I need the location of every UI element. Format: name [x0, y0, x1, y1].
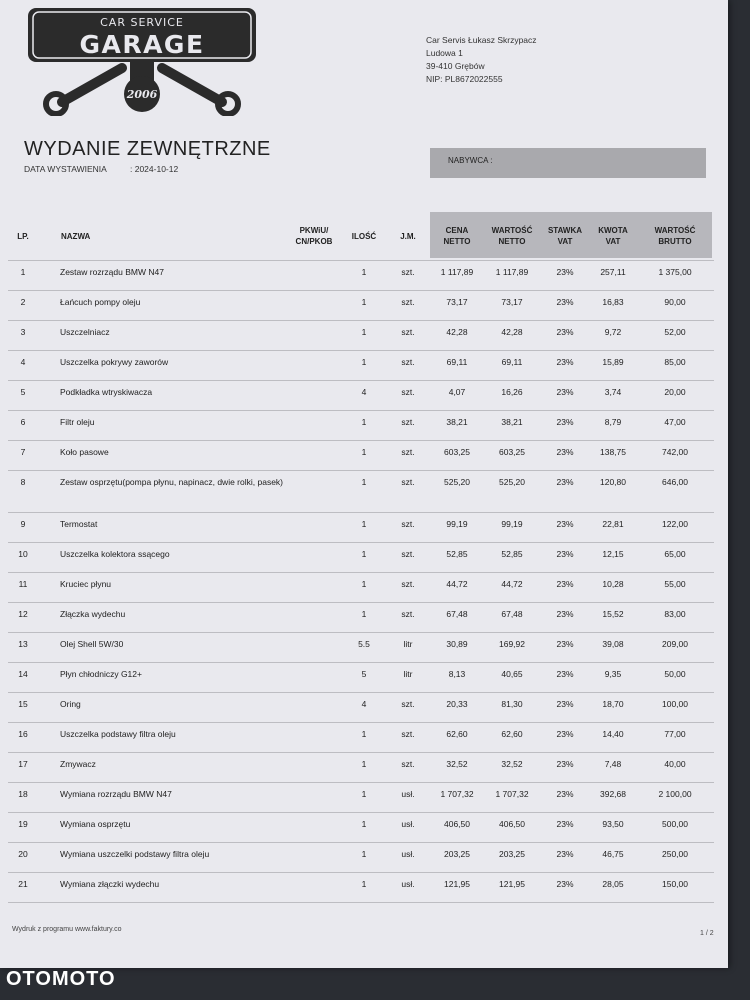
cell-rate: 23% — [540, 513, 590, 543]
cell-qty: 5.5 — [342, 633, 386, 663]
table-row — [8, 663, 714, 693]
cell-pkwiu — [286, 441, 342, 471]
cell-lp: 4 — [8, 351, 38, 381]
cell-lp: 2 — [8, 291, 38, 321]
cell-qty: 4 — [342, 693, 386, 723]
col-rate: STAWKA VAT — [547, 226, 583, 246]
company-nip: NIP: PL8672022555 — [426, 74, 503, 84]
cell-vat: 28,05 — [590, 873, 636, 903]
cell-net: 603,25 — [484, 441, 540, 471]
cell-unit: litr — [386, 663, 430, 693]
cell-vat: 10,28 — [590, 573, 636, 603]
cell-price: 73,17 — [430, 291, 484, 321]
cell-rate: 23% — [540, 543, 590, 573]
col-unit: J.M. — [400, 231, 416, 241]
table-row — [8, 693, 714, 723]
cell-rate: 23% — [540, 441, 590, 471]
cell-lp: 17 — [8, 753, 38, 783]
cell-name: Wymiana rozrządu BMW N47 — [38, 783, 286, 813]
cell-lp: 16 — [8, 723, 38, 753]
cell-name: Płyn chłodniczy G12+ — [38, 663, 286, 693]
cell-net: 16,26 — [484, 381, 540, 411]
cell-vat: 46,75 — [590, 843, 636, 873]
cell-rate: 23% — [540, 633, 590, 663]
cell-unit: usł. — [386, 783, 430, 813]
table-row — [8, 543, 714, 573]
table-row — [8, 381, 714, 411]
cell-rate: 23% — [540, 603, 590, 633]
cell-gross: 83,00 — [636, 603, 714, 633]
table-row — [8, 351, 714, 381]
col-gross: WARTOŚĆ BRUTTO — [654, 226, 696, 246]
cell-unit: szt. — [386, 573, 430, 603]
cell-lp: 15 — [8, 693, 38, 723]
cell-rate: 23% — [540, 873, 590, 903]
cell-gross: 65,00 — [636, 543, 714, 573]
cell-vat: 18,70 — [590, 693, 636, 723]
cell-pkwiu — [286, 753, 342, 783]
table-row — [8, 513, 714, 543]
table-row — [8, 813, 714, 843]
footer-program: Wydruk z programu www.faktury.co — [12, 926, 122, 933]
cell-unit: szt. — [386, 261, 430, 291]
cell-price: 20,33 — [430, 693, 484, 723]
cell-gross: 100,00 — [636, 693, 714, 723]
buyer-box — [430, 148, 706, 178]
cell-lp: 19 — [8, 813, 38, 843]
cell-qty: 5 — [342, 663, 386, 693]
cell-net: 42,28 — [484, 321, 540, 351]
cell-unit: szt. — [386, 381, 430, 411]
cell-net: 121,95 — [484, 873, 540, 903]
cell-gross: 20,00 — [636, 381, 714, 411]
cell-rate: 23% — [540, 753, 590, 783]
cell-net: 169,92 — [484, 633, 540, 663]
cell-vat: 9,35 — [590, 663, 636, 693]
cell-name: Podkładka wtryskiwacza — [38, 381, 286, 411]
cell-price: 30,89 — [430, 633, 484, 663]
cell-vat: 392,68 — [590, 783, 636, 813]
cell-name: Kruciec płynu — [38, 573, 286, 603]
cell-price: 1 117,89 — [430, 261, 484, 291]
cell-rate: 23% — [540, 381, 590, 411]
cell-lp: 9 — [8, 513, 38, 543]
cell-gross: 90,00 — [636, 291, 714, 321]
col-pkwiu: PKWiU/ CN/PKOB — [295, 226, 333, 246]
cell-name: Oring — [38, 693, 286, 723]
cell-net: 40,65 — [484, 663, 540, 693]
company-street: Ludowa 1 — [426, 48, 463, 58]
logo-main-text: GARAGE — [79, 30, 205, 59]
cell-rate: 23% — [540, 723, 590, 753]
cell-rate: 23% — [540, 351, 590, 381]
issue-date-value: : 2024-10-12 — [130, 164, 179, 174]
cell-lp: 8 — [8, 471, 38, 513]
otomoto-watermark: OTOMOTO — [6, 968, 116, 990]
col-lp: LP. — [17, 231, 29, 241]
cell-price: 8,13 — [430, 663, 484, 693]
cell-lp: 21 — [8, 873, 38, 903]
cell-vat: 257,11 — [590, 261, 636, 291]
cell-qty: 1 — [342, 471, 386, 513]
cell-qty: 1 — [342, 723, 386, 753]
table-row — [8, 441, 714, 471]
cell-pkwiu — [286, 513, 342, 543]
col-qty: ILOŚĆ — [351, 231, 377, 241]
cell-gross: 85,00 — [636, 351, 714, 381]
cell-unit: szt. — [386, 411, 430, 441]
cell-unit: szt. — [386, 543, 430, 573]
col-price: CENA NETTO — [443, 226, 471, 246]
cell-net: 81,30 — [484, 693, 540, 723]
cell-rate: 23% — [540, 843, 590, 873]
table-row — [8, 261, 714, 291]
cell-pkwiu — [286, 813, 342, 843]
cell-pkwiu — [286, 633, 342, 663]
table-row — [8, 321, 714, 351]
cell-lp: 3 — [8, 321, 38, 351]
cell-name: Filtr oleju — [38, 411, 286, 441]
cell-gross: 52,00 — [636, 321, 714, 351]
cell-vat: 15,89 — [590, 351, 636, 381]
table-row — [8, 471, 714, 513]
cell-price: 52,85 — [430, 543, 484, 573]
cell-qty: 1 — [342, 321, 386, 351]
table-row — [8, 633, 714, 663]
cell-pkwiu — [286, 843, 342, 873]
cell-lp: 6 — [8, 411, 38, 441]
cell-rate: 23% — [540, 813, 590, 843]
cell-name: Łańcuch pompy oleju — [38, 291, 286, 321]
cell-name: Wymiana uszczelki podstawy filtra oleju — [38, 843, 286, 873]
cell-pkwiu — [286, 543, 342, 573]
cell-net: 406,50 — [484, 813, 540, 843]
cell-gross: 150,00 — [636, 873, 714, 903]
cell-gross: 47,00 — [636, 411, 714, 441]
cell-qty: 4 — [342, 381, 386, 411]
cell-gross: 742,00 — [636, 441, 714, 471]
cell-name: Termostat — [38, 513, 286, 543]
table-row — [8, 783, 714, 813]
cell-unit: usł. — [386, 813, 430, 843]
issue-date — [24, 164, 179, 174]
cell-gross: 40,00 — [636, 753, 714, 783]
cell-pkwiu — [286, 321, 342, 351]
cell-unit: szt. — [386, 603, 430, 633]
cell-vat: 138,75 — [590, 441, 636, 471]
cell-rate: 23% — [540, 573, 590, 603]
cell-price: 4,07 — [430, 381, 484, 411]
buyer-label: NABYWCA : — [448, 156, 493, 165]
cell-net: 99,19 — [484, 513, 540, 543]
cell-gross: 1 375,00 — [636, 261, 714, 291]
cell-vat: 16,83 — [590, 291, 636, 321]
cell-lp: 13 — [8, 633, 38, 663]
table-row — [8, 411, 714, 441]
cell-price: 1 707,32 — [430, 783, 484, 813]
cell-vat: 22,81 — [590, 513, 636, 543]
cell-vat: 93,50 — [590, 813, 636, 843]
cell-rate: 23% — [540, 783, 590, 813]
company-info — [426, 34, 537, 86]
cell-lp: 14 — [8, 663, 38, 693]
logo-top-text: CAR SERVICE — [100, 16, 184, 29]
cell-pkwiu — [286, 411, 342, 441]
cell-qty: 1 — [342, 753, 386, 783]
cell-unit: szt. — [386, 513, 430, 543]
cell-net: 67,48 — [484, 603, 540, 633]
cell-price: 99,19 — [430, 513, 484, 543]
cell-name: Uszczelka pokrywy zaworów — [38, 351, 286, 381]
table-row — [8, 573, 714, 603]
document-title: WYDANIE ZEWNĘTRZNE — [24, 138, 271, 160]
cell-name: Olej Shell 5W/30 — [38, 633, 286, 663]
cell-vat: 15,52 — [590, 603, 636, 633]
company-city: 39-410 Grębów — [426, 61, 485, 71]
cell-qty: 1 — [342, 411, 386, 441]
cell-gross: 77,00 — [636, 723, 714, 753]
cell-gross: 250,00 — [636, 843, 714, 873]
cell-pkwiu — [286, 873, 342, 903]
cell-pkwiu — [286, 471, 342, 513]
issue-date-label: DATA WYSTAWIENIA — [24, 164, 107, 174]
cell-pkwiu — [286, 573, 342, 603]
company-name: Car Servis Łukasz Skrzypacz — [426, 35, 537, 45]
cell-qty: 1 — [342, 441, 386, 471]
cell-price: 121,95 — [430, 873, 484, 903]
cell-lp: 10 — [8, 543, 38, 573]
cell-gross: 50,00 — [636, 663, 714, 693]
cell-lp: 11 — [8, 573, 38, 603]
table-row — [8, 843, 714, 873]
cell-unit: litr — [386, 633, 430, 663]
cell-pkwiu — [286, 291, 342, 321]
cell-net: 44,72 — [484, 573, 540, 603]
cell-qty: 1 — [342, 513, 386, 543]
cell-pkwiu — [286, 603, 342, 633]
cell-pkwiu — [286, 693, 342, 723]
cell-pkwiu — [286, 723, 342, 753]
cell-net: 32,52 — [484, 753, 540, 783]
cell-qty: 1 — [342, 813, 386, 843]
cell-name: Uszczelka podstawy filtra oleju — [38, 723, 286, 753]
cell-gross: 209,00 — [636, 633, 714, 663]
cell-unit: usł. — [386, 873, 430, 903]
cell-qty: 1 — [342, 783, 386, 813]
cell-rate: 23% — [540, 321, 590, 351]
cell-gross: 2 100,00 — [636, 783, 714, 813]
cell-price: 42,28 — [430, 321, 484, 351]
cell-qty: 1 — [342, 873, 386, 903]
cell-gross: 646,00 — [636, 471, 714, 513]
items-table — [8, 212, 714, 903]
cell-lp: 18 — [8, 783, 38, 813]
cell-name: Złączka wydechu — [38, 603, 286, 633]
cell-pkwiu — [286, 381, 342, 411]
cell-name: Wymiana złączki wydechu — [38, 873, 286, 903]
cell-price: 44,72 — [430, 573, 484, 603]
cell-price: 603,25 — [430, 441, 484, 471]
cell-rate: 23% — [540, 663, 590, 693]
table-row — [8, 753, 714, 783]
cell-price: 32,52 — [430, 753, 484, 783]
table-row — [8, 873, 714, 903]
cell-vat: 12,15 — [590, 543, 636, 573]
cell-lp: 5 — [8, 381, 38, 411]
cell-price: 38,21 — [430, 411, 484, 441]
col-name: NAZWA — [61, 231, 91, 241]
cell-price: 406,50 — [430, 813, 484, 843]
cell-rate: 23% — [540, 261, 590, 291]
cell-price: 203,25 — [430, 843, 484, 873]
cell-name: Zestaw osprzętu(pompa płynu, napinacz, dwie rolki, pasek) — [38, 471, 286, 513]
table-row — [8, 291, 714, 321]
cell-qty: 1 — [342, 543, 386, 573]
cell-unit: usł. — [386, 843, 430, 873]
col-net: WARTOŚĆ NETTO — [491, 226, 533, 246]
cell-qty: 1 — [342, 573, 386, 603]
cell-rate: 23% — [540, 411, 590, 441]
cell-price: 67,48 — [430, 603, 484, 633]
cell-gross: 55,00 — [636, 573, 714, 603]
cell-lp: 7 — [8, 441, 38, 471]
cell-rate: 23% — [540, 291, 590, 321]
cell-vat: 3,74 — [590, 381, 636, 411]
cell-name: Zmywacz — [38, 753, 286, 783]
cell-net: 1 117,89 — [484, 261, 540, 291]
cell-pkwiu — [286, 663, 342, 693]
cell-unit: szt. — [386, 471, 430, 513]
cell-rate: 23% — [540, 693, 590, 723]
cell-price: 525,20 — [430, 471, 484, 513]
cell-unit: szt. — [386, 441, 430, 471]
table-row — [8, 723, 714, 753]
cell-lp: 12 — [8, 603, 38, 633]
cell-price: 62,60 — [430, 723, 484, 753]
cell-qty: 1 — [342, 843, 386, 873]
cell-qty: 1 — [342, 603, 386, 633]
cell-unit: szt. — [386, 291, 430, 321]
cell-pkwiu — [286, 261, 342, 291]
cell-price: 69,11 — [430, 351, 484, 381]
col-vat: KWOTA VAT — [598, 226, 628, 246]
cell-unit: szt. — [386, 723, 430, 753]
cell-name: Koło pasowe — [38, 441, 286, 471]
cell-net: 1 707,32 — [484, 783, 540, 813]
cell-net: 69,11 — [484, 351, 540, 381]
cell-rate: 23% — [540, 471, 590, 513]
cell-unit: szt. — [386, 351, 430, 381]
cell-vat: 14,40 — [590, 723, 636, 753]
footer-page: 1 / 2 — [700, 930, 714, 937]
cell-net: 62,60 — [484, 723, 540, 753]
cell-pkwiu — [286, 351, 342, 381]
cell-gross: 500,00 — [636, 813, 714, 843]
cell-pkwiu — [286, 783, 342, 813]
cell-lp: 1 — [8, 261, 38, 291]
garage-logo — [26, 6, 258, 116]
cell-name: Uszczelka kolektora ssącego — [38, 543, 286, 573]
cell-net: 38,21 — [484, 411, 540, 441]
cell-qty: 1 — [342, 261, 386, 291]
cell-vat: 8,79 — [590, 411, 636, 441]
cell-vat: 120,80 — [590, 471, 636, 513]
table-row — [8, 603, 714, 633]
table-header — [8, 212, 714, 261]
cell-vat: 9,72 — [590, 321, 636, 351]
cell-vat: 39,08 — [590, 633, 636, 663]
cell-gross: 122,00 — [636, 513, 714, 543]
cell-name: Zestaw rozrządu BMW N47 — [38, 261, 286, 291]
cell-unit: szt. — [386, 753, 430, 783]
cell-net: 73,17 — [484, 291, 540, 321]
cell-unit: szt. — [386, 693, 430, 723]
cell-net: 525,20 — [484, 471, 540, 513]
cell-net: 52,85 — [484, 543, 540, 573]
cell-unit: szt. — [386, 321, 430, 351]
cell-qty: 1 — [342, 351, 386, 381]
cell-qty: 1 — [342, 291, 386, 321]
logo-year: 2006 — [126, 88, 158, 101]
cell-name: Wymiana osprzętu — [38, 813, 286, 843]
cell-net: 203,25 — [484, 843, 540, 873]
cell-name: Uszczelniacz — [38, 321, 286, 351]
cell-vat: 7,48 — [590, 753, 636, 783]
cell-lp: 20 — [8, 843, 38, 873]
